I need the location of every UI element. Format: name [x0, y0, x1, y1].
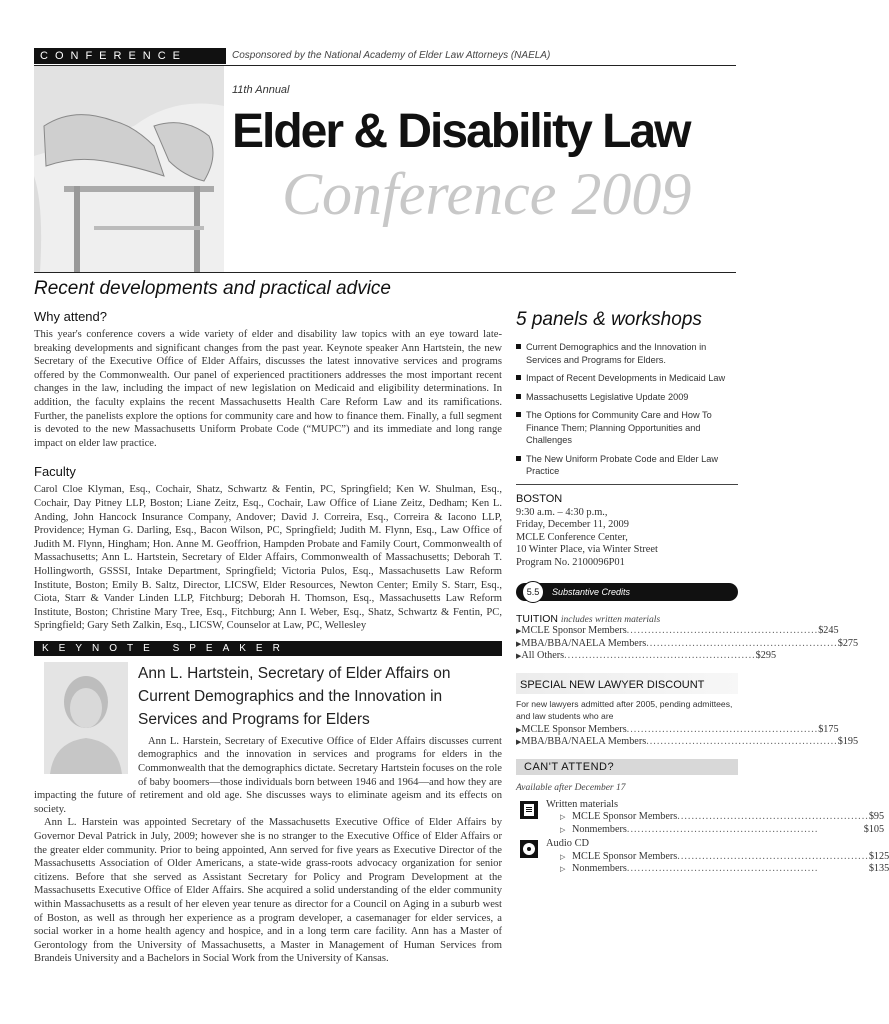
- bullet-arrow-icon: ▶: [516, 639, 522, 648]
- price-row: [516, 736, 859, 749]
- panel-item: Impact of Recent Developments in Medicaid Law: [516, 372, 738, 385]
- keynote-paragraph: Ann L. Harstein, Secretary of Executive Office of Elder Affairs discusses current demographics and the innovation in services and programs for elders in the Commonwealth that the demographics dictate. Secretary Hartstein focuses on the role of baby boomers—those individuals born between 1946 and 1964—and how they are impacting the future of retirement and old age. She discusses ways to eliminate ageism and its effects on society.: [34, 735, 502, 815]
- panel-item: Current Demographics and the Innovation in Services and Programs for Elders.: [516, 341, 738, 366]
- price-label: MCLE Sponsor Members: [521, 723, 627, 735]
- availability-note: Available after December 17: [516, 782, 626, 793]
- document-icon: [520, 801, 538, 819]
- price-label: Nonmembers: [572, 863, 627, 874]
- price-row: [546, 851, 889, 864]
- panel-item: The New Uniform Probate Code and Elder Law Practice: [516, 453, 738, 478]
- audio-cd-icon: [520, 840, 538, 858]
- price-row: [516, 723, 839, 737]
- faculty-body: Carol Cloe Klyman, Esq., Cochair, Shatz, Schwartz & Fentin, PC, Springfield; Ken W. Shulman, Esq., Cochair, Day Pitney LLP, Boston; Liane Zeitz, Esq., Cochair, Law Office of Liane Zeitz, Dedham; Ken L. Anding, John Hancock Insurance Company, Andover; David J. Correira, Esq., Correira & Iacono LLP, Providence; Hyman G. Darling, Esq., Bacon Wilson, PC, Springfield; Judith M. Flynn, Esq., Law Office of Judith M. Flynn, Hingham; Hon. Anne M. Geoffrion, Hampden Probate and Family Court, Commonwealth of Massachusetts; Ann L. Hartstein, Secretary of Elder Affairs, Commonwealth of Massachusetts; Deborah T. Hollingworth, GSSSI, Intake Department, Springfield; Victoria Pulos, Esq., Massachusetts Law Reform Institute, Boston; Emily B. Saltz, Director, LICSW, Elder Resources, Newton Center; Emily S. Starr, Esq., Ciota, Starr & Vander Linden LLP, Fitchburg; Deborah H. Thomson, Esq., Massachusetts Law Reform Institute, Boston; Christine Mary Tree, Esq., Fitchburg; Ann I. Weber, Esq., Shatz, Schwartz & Fentin, PC, Springfield; Gary Seth Zalkin, Esq., LICSW, Counselor at Law, PC, Wellesley: [34, 484, 502, 632]
- price-label: MCLE Sponsor Members: [572, 811, 678, 822]
- hero-rule: [34, 272, 736, 273]
- panel-item: Massachusetts Legislative Update 2009: [516, 391, 738, 404]
- why-attend-body: This year's conference covers a wide variety of elder and disability law topics with an eye toward late-breaking developments and significant changes from the past year. Keynote speaker Ann Hartstein, the new Secretary of the Executive Office of Elder Affairs, discusses the latest innovative services and programs offered by the Commonwealth. Our panel of experienced practitioners addresses the most important recent changes in the law, including the impact of new legislation on Medicaid and eligibility determinations. In addition, the faculty explains the recent Massachusetts Health Care Reform Law and its ramifications. Further, the panelists explore the options for community care and how to finance them. Finally, a full segment is devoted to the new Massachusetts Uniform Probate Code (“MUPC”) and its immediate and long range impact on elder law practice.: [34, 329, 502, 449]
- credits-badge: [516, 583, 738, 601]
- faculty-heading: Faculty: [34, 464, 76, 480]
- keynote-title: Ann L. Hartstein, Secretary of Elder Affairs on Current Demographics and the Innovation in Services and Programs for Elders: [138, 664, 451, 728]
- keynote-bar: KEYNOTE SPEAKER: [34, 641, 502, 656]
- price-value: $105: [863, 823, 885, 835]
- audio-cd-title: Audio CD: [546, 838, 590, 849]
- bullet-arrow-icon: ▶: [516, 652, 522, 660]
- credits-label: Substantive Credits: [552, 587, 631, 597]
- keynote-section: [34, 662, 502, 966]
- event-address: 10 Winter Place, via Winter Street: [516, 544, 658, 555]
- price-row: [516, 637, 859, 651]
- why-attend-heading: Why attend?: [34, 309, 107, 324]
- right-column: [516, 309, 889, 878]
- cant-attend-heading: CAN'T ATTEND?: [516, 759, 738, 775]
- walker-hands-illustration: [34, 66, 224, 272]
- panels-heading: 5 panels & workshops: [516, 309, 702, 330]
- price-label: All Others: [521, 650, 565, 661]
- price-value: $135: [868, 863, 889, 874]
- hero-photo: [34, 66, 224, 272]
- price-value: $95: [868, 811, 885, 822]
- event-time: 9:30 a.m. – 4:30 p.m.,: [516, 506, 608, 518]
- price-value: $275: [837, 637, 859, 649]
- page-title: Elder & Disability Law: [232, 105, 690, 158]
- panel-item: The Options for Community Care and How To Finance Them; Planning Opportunities and Challenges: [516, 409, 738, 447]
- credits-number: 5.5: [522, 581, 544, 603]
- price-label: MBA/BBA/NAELA Members: [521, 637, 647, 649]
- location-city: BOSTON: [516, 492, 563, 505]
- price-row: [546, 863, 889, 876]
- new-lawyer-discount: [516, 673, 738, 694]
- outline-arrow-icon: ▷: [560, 852, 566, 861]
- edition-label: 11th Annual: [232, 84, 290, 96]
- written-materials-title: Written materials: [546, 798, 618, 810]
- program-number: Program No. 2100096P01: [516, 556, 625, 568]
- divider: [516, 484, 738, 485]
- price-row: [516, 625, 839, 638]
- tuition-note: includes written materials: [560, 615, 661, 625]
- event-date: Friday, December 11, 2009: [516, 519, 629, 530]
- tuition-heading: [516, 613, 738, 625]
- price-value: $195: [837, 736, 859, 747]
- bullet-arrow-icon: ▶: [516, 725, 522, 734]
- speaker-photo: [44, 662, 128, 774]
- price-label: MCLE Sponsor Members: [521, 625, 627, 636]
- speaker-portrait: [44, 662, 128, 774]
- price-value: $295: [755, 650, 777, 661]
- new-lawyer-title: SPECIAL NEW LAWYER DISCOUNT: [520, 678, 705, 691]
- price-value: $175: [818, 723, 839, 735]
- price-row: [546, 824, 884, 837]
- price-label: Nonmembers: [572, 823, 627, 835]
- tagline: Recent developments and practical advice: [34, 278, 391, 299]
- outline-arrow-icon: ▷: [560, 865, 566, 873]
- price-value: $125: [868, 850, 889, 862]
- price-row: [546, 811, 884, 824]
- event-venue: MCLE Conference Center,: [516, 531, 628, 543]
- price-row: [516, 650, 777, 663]
- bullet-arrow-icon: ▶: [516, 738, 522, 746]
- new-lawyer-note: For new lawyers admitted after 2005, pending admittees, and law students who are: [516, 698, 733, 721]
- price-label: MBA/BBA/NAELA Members: [521, 736, 647, 747]
- audio-cd: [516, 838, 889, 876]
- outline-arrow-icon: ▷: [560, 825, 566, 834]
- cosponsor-line: Cosponsored by the National Academy of Elder Law Attorneys (NAELA): [232, 50, 551, 61]
- bullet-arrow-icon: ▶: [516, 627, 522, 635]
- outline-arrow-icon: ▷: [560, 813, 566, 821]
- written-materials: [516, 798, 885, 837]
- price-label: MCLE Sponsor Members: [572, 850, 678, 862]
- price-value: $245: [818, 625, 839, 636]
- left-column: [34, 309, 502, 966]
- keynote-paragraph: Ann L. Harstein was appointed Secretary of the Massachusetts Executive Office of Elder Affairs by Governor Deval Patrick in July, 2009; however she is no stranger to the Executive Office of Elder Affairs or the greater elder community. Prior to being appointed, Ann served for five years as Executive Director of the Massachusetts Association of Older Americans, a state-wide grass-roots advocacy organization for senior citizens. Before that she served as Assistant Secretary for Policy and Program Development at the Massachusetts Executive Office of Elder Affairs. She acquired a solid understanding of the elder community within Massachusetts as a result of her eleven year tenure as director for a Council on Aging in a suburb west of Boston, as well as through her experience as a program developer, a casemanager for elder services, a social worker in a home health agency and hospice, and in a long term care facility. Ann has a Master of Gerontology from the University of Massachusetts, a Master in Management of Human Services from Brandeis University and a Bachelors in Social Work from the University of Kansas.: [34, 817, 502, 965]
- conference-label: CONFERENCE: [34, 48, 226, 64]
- page-subtitle: Conference 2009: [282, 161, 692, 227]
- tuition-label: TUITION: [516, 613, 558, 625]
